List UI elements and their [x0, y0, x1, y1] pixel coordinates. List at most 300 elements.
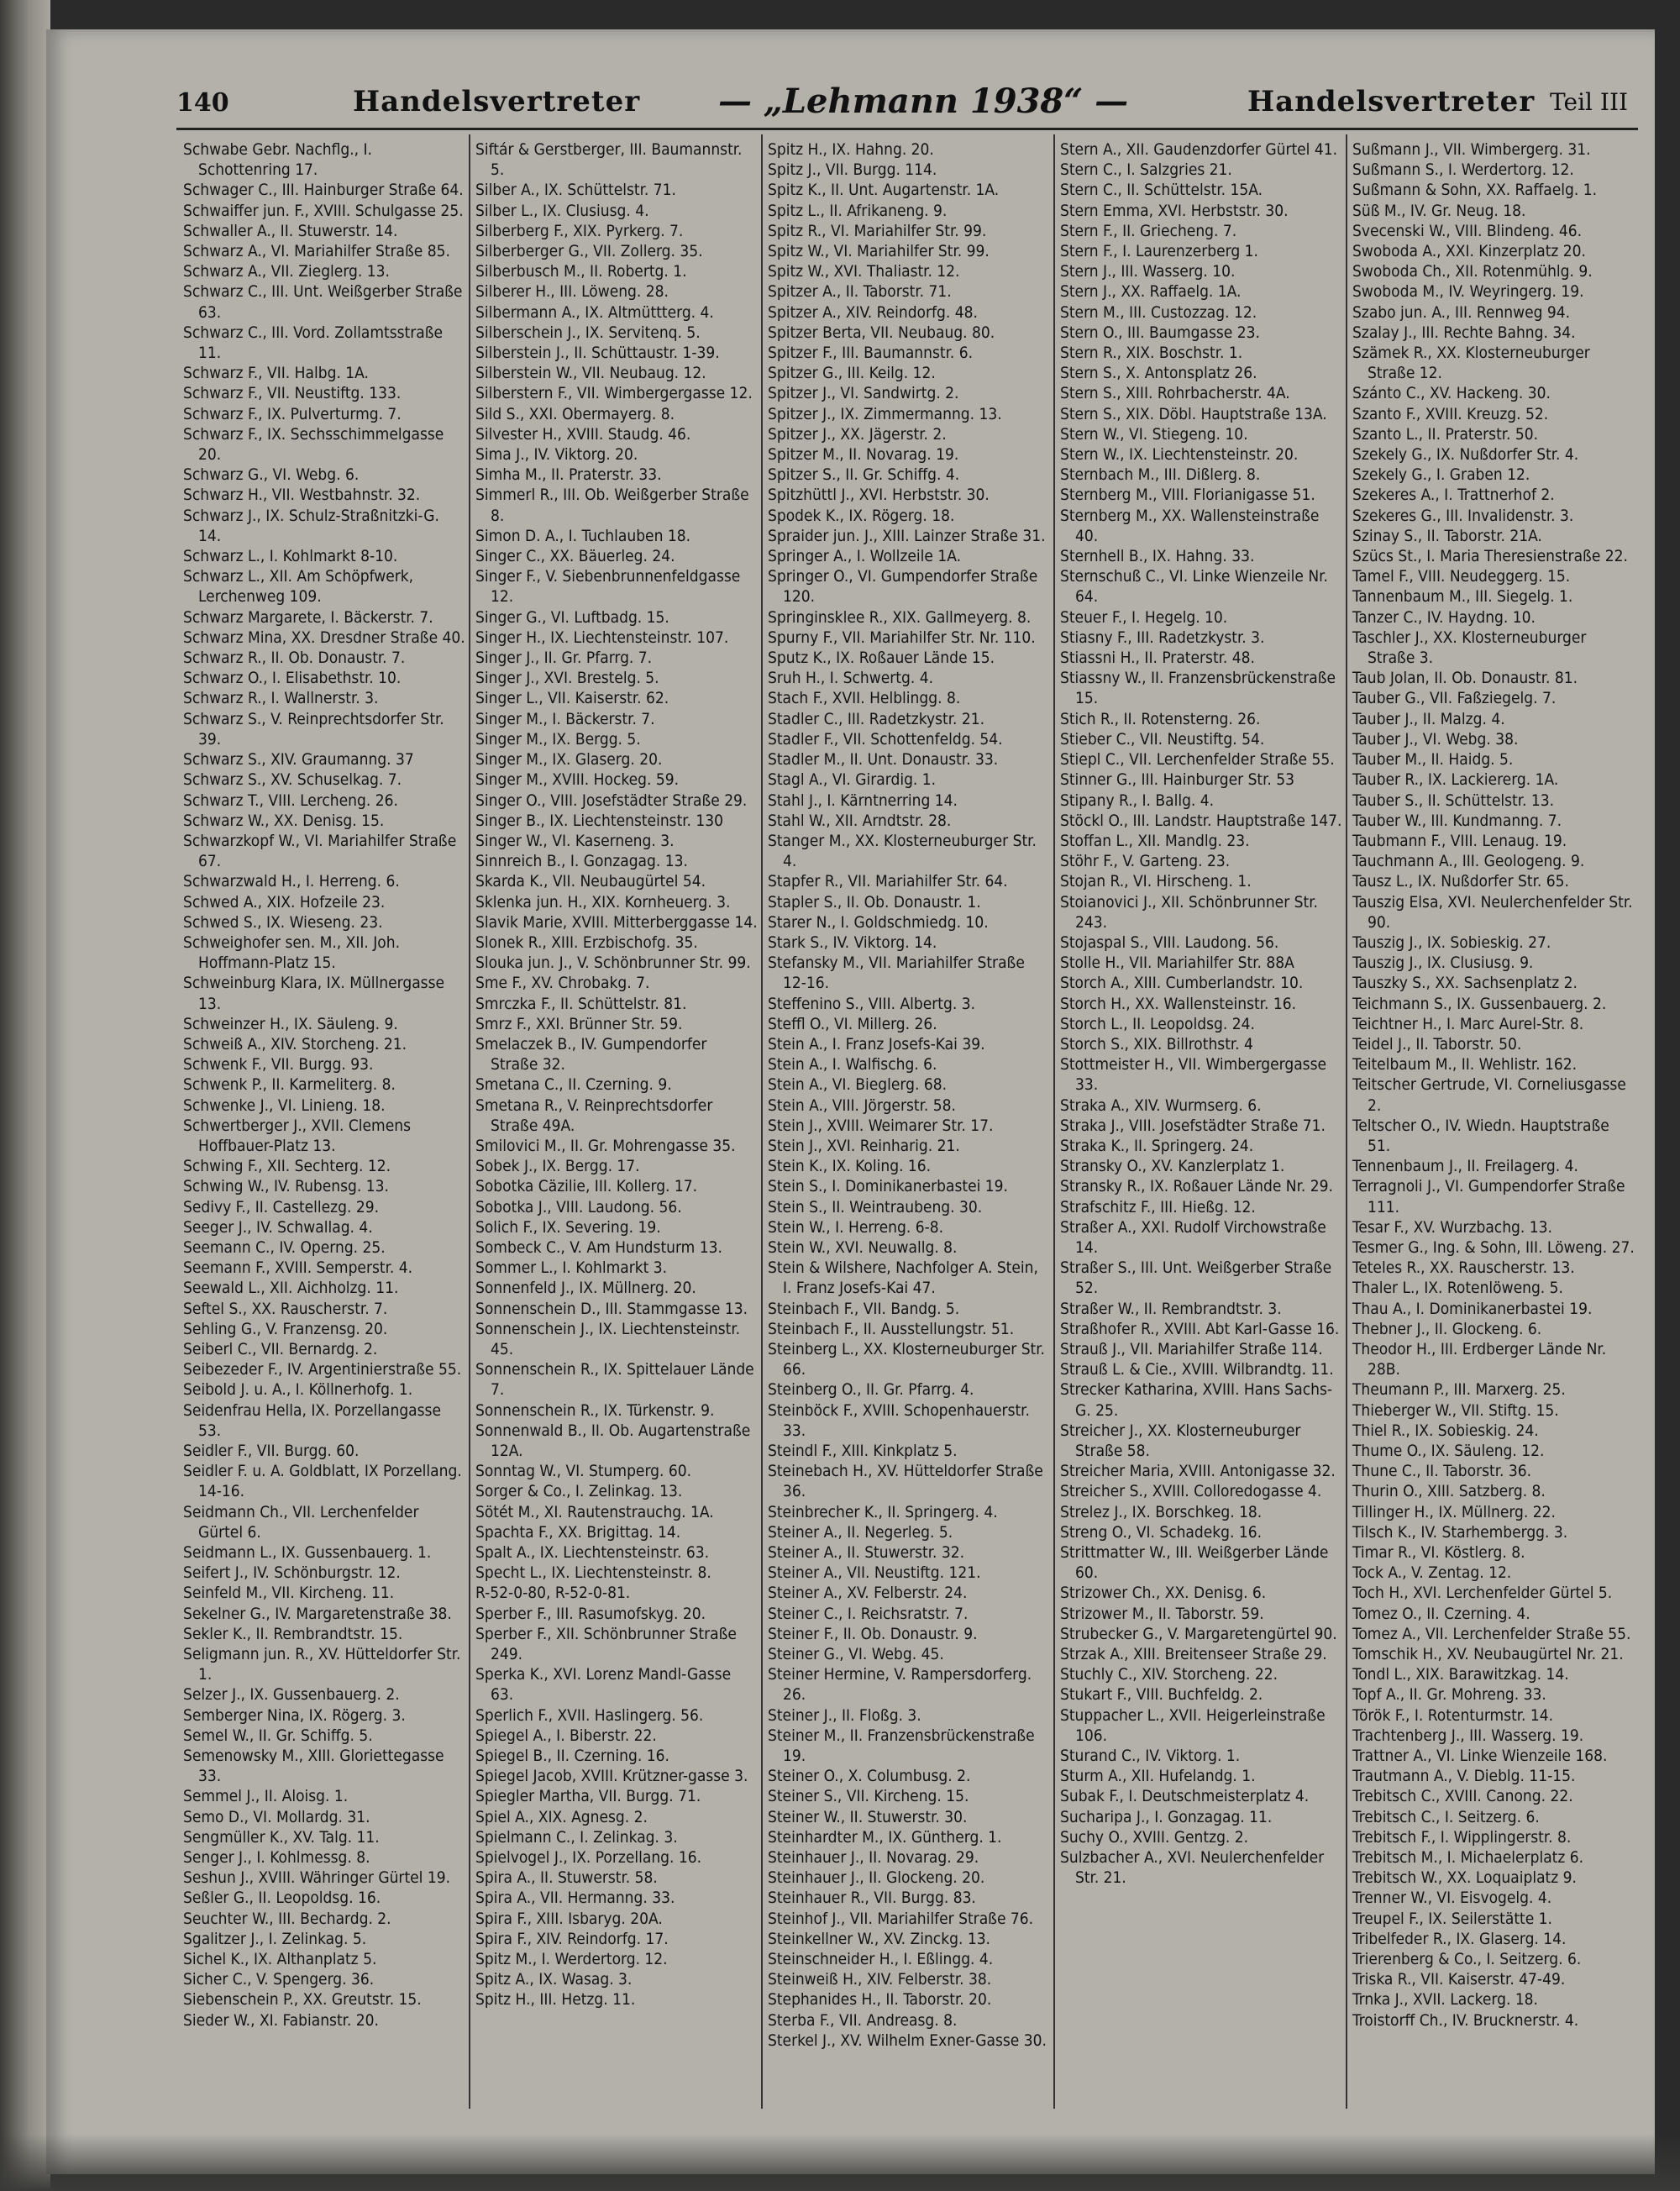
directory-entry: Theodor H., III. Erdberger Lände Nr. 28B.	[1352, 1339, 1607, 1379]
directory-entry: Steiner A., XV. Felberstr. 24.	[768, 1584, 968, 1603]
directory-entry: Steiner M., II. Franzensbrückenstraße 19.	[768, 1726, 1035, 1766]
directory-entry: Tribelfeder R., IX. Glaserg. 14.	[1352, 1929, 1567, 1948]
directory-entry: Singer H., IX. Liechtensteinstr. 107.	[475, 628, 729, 647]
directory-column-5	[1347, 134, 1640, 2109]
directory-entry: Steiner J., II. Floßg. 3.	[768, 1705, 921, 1725]
directory-entry: Steiner C., I. Reichsratstr. 7.	[768, 1604, 969, 1623]
directory-entry: Teichtner H., I. Marc Aurel-Str. 8.	[1352, 1014, 1584, 1033]
directory-entry: Sobek J., IX. Bergg. 17.	[475, 1157, 640, 1176]
directory-entry: Schweighofer sen. M., XII. Joh. Hoffmann-Platz 15.	[183, 933, 401, 973]
directory-entry: Spitz R., VI. Mariahilfer Str. 99.	[768, 221, 987, 240]
directory-entry: Streng O., VI. Schadekg. 16.	[1060, 1522, 1263, 1542]
directory-entry: Troistorff Ch., IV. Brucknerstr. 4.	[1352, 2010, 1579, 2030]
directory-entry: Sterkel J., XV. Wilhelm Exner-Gasse 30.	[768, 2031, 1047, 2050]
directory-entry: Tauchmann A., III. Geologeng. 9.	[1352, 852, 1585, 871]
directory-entry: Semberger Nina, IX. Rögerg. 3.	[183, 1705, 406, 1725]
directory-entry: Thau A., I. Dominikanerbastei 19.	[1352, 1299, 1593, 1318]
directory-entry: Singer O., VIII. Josefstädter Straße 29.	[475, 791, 748, 810]
directory-entry: Spiegel A., I. Biberstr. 22.	[475, 1726, 657, 1745]
directory-entry: Slonek R., XIII. Erzbischofg. 35.	[475, 933, 698, 952]
directory-entry: Szanto L., II. Praterstr. 50.	[1352, 424, 1539, 444]
directory-entry: Strittmatter W., III. Weißgerber Lände 60.	[1060, 1543, 1329, 1583]
directory-entry: Tock A., V. Zentag. 12.	[1352, 1563, 1512, 1583]
directory-entry: Singer B., IX. Liechtensteinstr. 130	[475, 811, 724, 830]
directory-entry: Sternberg M., XX. Wallensteinstraße 40.	[1060, 506, 1320, 545]
directory-entry: Seligmann jun. R., XV. Hütteldorfer Str. 1.	[183, 1645, 461, 1684]
directory-entry: Spitzer G., III. Keilg. 12.	[768, 364, 936, 383]
directory-entry: Spitz K., II. Unt. Augartenstr. 1A.	[768, 181, 1000, 200]
directory-entry: Spitz L., II. Afrikaneng. 9.	[768, 201, 948, 220]
directory-entry: Strauß J., VII. Mariahilfer Straße 114.	[1060, 1339, 1323, 1358]
directory-entry: Thurin O., XIII. Satzberg. 8.	[1352, 1482, 1546, 1501]
directory-entry: Stein K., IX. Koling. 16.	[768, 1157, 932, 1176]
directory-entry: Simha M., II. Praterstr. 33.	[475, 465, 662, 485]
directory-entry: Silberberg F., XIX. Pyrkerg. 7.	[475, 221, 684, 240]
directory-entry: Seinfeld M., VII. Kircheng. 11.	[183, 1584, 395, 1603]
directory-entry: Stern W., VI. Stiegeng. 10.	[1060, 424, 1248, 444]
directory-entry: Slouka jun. J., V. Schönbrunner Str. 99.	[475, 954, 751, 973]
directory-entry: Tauszig Elsa, XVI. Neulerchenfelder Str. 90.	[1352, 892, 1633, 932]
directory-entry: Singer M., IX. Glaserg. 20.	[475, 750, 663, 770]
directory-entry: Schwarz C., III. Unt. Weißgerber Straße 63.	[183, 282, 463, 322]
directory-entry: Stein W., I. Herreng. 6-8.	[768, 1217, 944, 1237]
directory-entry: Stern Emma, XVI. Herbststr. 30.	[1060, 201, 1289, 220]
directory-entry: Steiner Hermine, V. Rampersdorferg. 26.	[768, 1665, 1032, 1705]
directory-entry: Steinbach F., VII. Bandg. 5.	[768, 1299, 960, 1318]
directory-entry: Semel W., II. Gr. Schiffg. 5.	[183, 1726, 373, 1745]
directory-entry: Spielvogel J., IX. Porzellang. 16.	[475, 1848, 702, 1868]
directory-entry: Tauber M., II. Haidg. 5.	[1352, 750, 1514, 770]
directory-entry: Topf A., II. Gr. Mohreng. 33.	[1352, 1685, 1546, 1705]
directory-columns	[178, 134, 1640, 2109]
directory-entry: Stein W., XVI. Neuwallg. 8.	[768, 1237, 958, 1257]
directory-entry: Strizower Ch., XX. Denisg. 6.	[1060, 1584, 1267, 1603]
directory-entry: Sternschuß C., VI. Linke Wienzeile Nr. 64.	[1060, 567, 1328, 607]
directory-entry: Teltscher O., IV. Wiedn. Hauptstraße 51.	[1352, 1116, 1609, 1155]
directory-entry: Seidenfrau Hella, IX. Porzellangasse 53.	[183, 1400, 441, 1440]
directory-entry: Svecenski W., VIII. Blindeng. 46.	[1352, 221, 1583, 240]
directory-entry: Silberstein W., VII. Neubaug. 12.	[475, 364, 706, 383]
directory-entry: Stern S., XIII. Rohrbacherstr. 4A.	[1060, 384, 1290, 403]
directory-entry: Szabo jun. A., III. Rennweg 94.	[1352, 302, 1571, 322]
directory-entry: Steinberg L., XX. Klosterneuburger Str. 66.	[768, 1339, 1045, 1379]
directory-entry: Sme F., XV. Chrobakg. 7.	[475, 974, 650, 993]
directory-entry: Sperber F., XII. Schönbrunner Straße 249.	[475, 1624, 737, 1664]
directory-entry: Seidmann L., IX. Gussenbauerg. 1.	[183, 1543, 432, 1563]
directory-entry: Spitz M., I. Werdertorg. 12.	[475, 1950, 668, 1969]
directory-entry: Singer J., XVI. Brestelg. 5.	[475, 669, 659, 688]
directory-entry: Stiasny F., III. Radetzkystr. 3.	[1060, 628, 1265, 647]
directory-entry: Seibold J. u. A., I. Köllnerhofg. 1.	[183, 1380, 413, 1400]
directory-entry: Stein A., VIII. Jörgerstr. 58.	[768, 1096, 956, 1115]
directory-entry: Suchy O., XVIII. Gentzg. 2.	[1060, 1827, 1249, 1847]
directory-entry: Stern C., I. Salzgries 21.	[1060, 160, 1232, 180]
directory-entry: Steindl F., XIII. Kinkplatz 5.	[768, 1442, 958, 1460]
directory-entry: Süß M., IV. Gr. Neug. 18.	[1352, 201, 1526, 220]
directory-entry: Skarda K., VII. Neubaugürtel 54.	[475, 872, 706, 891]
directory-entry: Straßhofer R., XVIII. Abt Karl-Gasse 16.	[1060, 1319, 1340, 1338]
directory-entry: Sperber F., III. Rasumofskyg. 20.	[475, 1604, 706, 1623]
directory-entry: Trattner A., VI. Linke Wienzeile 168.	[1352, 1747, 1608, 1766]
directory-entry: Seßler G., II. Leopoldsg. 16.	[183, 1889, 381, 1908]
directory-entry: Stein S., I. Dominikanerbastei 19.	[768, 1177, 1008, 1196]
directory-entry: Steinbach F., II. Ausstellungstr. 51.	[768, 1319, 1015, 1338]
directory-entry: Straka J., VIII. Josefstädter Straße 71.	[1060, 1116, 1326, 1135]
directory-entry: Stöckl O., III. Landstr. Hauptstraße 147.	[1060, 811, 1342, 830]
directory-entry: Singer L., VII. Kaiserstr. 62.	[475, 689, 669, 708]
directory-entry: Simon D. A., I. Tuchlauben 18.	[475, 526, 691, 545]
directory-entry: Spitzer M., II. Novarag. 19.	[768, 445, 959, 465]
directory-entry: Sonnenschein J., IX. Liechtensteinstr. 45.	[475, 1319, 741, 1358]
directory-entry: Tilsch K., IV. Starhembergg. 3.	[1352, 1522, 1568, 1542]
directory-entry: Teidel J., II. Taborstr. 50.	[1352, 1034, 1522, 1053]
directory-entry: Stach F., XVII. Helblingg. 8.	[768, 689, 961, 708]
directory-entry: Sußmann J., VII. Wimbergerg. 31.	[1352, 140, 1591, 159]
directory-entry: Steinkellner W., XV. Zinckg. 13.	[768, 1929, 990, 1948]
directory-entry: Strzak A., XIII. Breitenseer Straße 29.	[1060, 1645, 1327, 1664]
directory-entry: Stein J., XVIII. Weimarer Str. 17.	[768, 1116, 994, 1135]
directory-entry: Sternberg M., VIII. Florianigasse 51.	[1060, 486, 1315, 505]
directory-entry: Semenowsky M., XIII. Gloriettegasse 33.	[183, 1747, 444, 1786]
directory-entry: Straka A., XIV. Wurmserg. 6.	[1060, 1096, 1262, 1115]
directory-entry: Sperlich F., XVII. Haslingerg. 56.	[475, 1705, 704, 1725]
directory-entry: Smrczka F., II. Schüttelstr. 81.	[475, 994, 687, 1013]
directory-entry: Steinbrecher K., II. Springerg. 4.	[768, 1502, 998, 1521]
directory-entry: Stottmeister H., VII. Wimbergergasse 33.	[1060, 1055, 1327, 1095]
directory-entry: Seftel S., XX. Rauscherstr. 7.	[183, 1299, 388, 1318]
directory-entry: Schweiß A., XIV. Storcheng. 21.	[183, 1034, 407, 1053]
directory-entry: Steiner A., VII. Neustiftg. 121.	[768, 1563, 981, 1583]
directory-entry: Tesar F., XV. Wurzbachg. 13.	[1352, 1217, 1552, 1237]
directory-column-1	[178, 134, 470, 2109]
directory-entry: Spitzer S., II. Gr. Schiffg. 4.	[768, 465, 960, 485]
directory-entry: Schweinzer H., IX. Säuleng. 9.	[183, 1014, 398, 1033]
directory-entry: Stiepl C., VII. Lerchenfelder Straße 55.	[1060, 750, 1335, 770]
directory-entry: Singer W., VI. Kaserneng. 3.	[475, 831, 675, 850]
directory-entry: Stipany R., I. Ballg. 4.	[1060, 791, 1215, 810]
directory-entry: Sgalitzer J., I. Zelinkag. 5.	[183, 1929, 367, 1948]
running-head-center: — „Lehmann 1938“ —	[718, 81, 1129, 121]
directory-entry: Springinsklee R., XIX. Gallmeyerg. 8.	[768, 607, 1032, 627]
directory-entry: Seuchter W., III. Bechardg. 2.	[183, 1909, 391, 1928]
directory-entry: Stukart F., VIII. Buchfeldg. 2.	[1060, 1685, 1263, 1705]
directory-entry: Steiner F., II. Ob. Donaustr. 9.	[768, 1624, 978, 1643]
directory-entry: Spiegler Martha, VII. Burgg. 71.	[475, 1787, 701, 1806]
directory-entry: Sima J., IV. Viktorg. 20.	[475, 445, 638, 465]
directory-entry: Sehling G., V. Franzensg. 20.	[183, 1319, 388, 1338]
directory-entry: Trebitsch C., XVIII. Canong. 22.	[1352, 1787, 1573, 1806]
directory-entry: Smilovici M., II. Gr. Mohrengasse 35.	[475, 1136, 736, 1155]
directory-entry: Stöhr F., V. Garteng. 23.	[1060, 852, 1231, 871]
directory-entry: Steinweiß H., XIV. Felberstr. 38.	[768, 1970, 992, 1989]
directory-entry: Spiegel Jacob, XVIII. Krützner-gasse 3.	[475, 1767, 748, 1786]
directory-entry: Spitzer F., III. Baumannstr. 6.	[768, 344, 974, 363]
directory-entry: Sekler K., II. Rembrandtstr. 15.	[183, 1624, 403, 1643]
directory-entry: Schwarz F., VII. Halbg. 1A.	[183, 364, 369, 383]
directory-entry: Sturm A., XII. Hufelandg. 1.	[1060, 1767, 1256, 1786]
directory-entry: Silber A., IX. Schüttelstr. 71.	[475, 181, 676, 200]
directory-entry: Schwarz A., VII. Zieglerg. 13.	[183, 262, 390, 281]
directory-entry: Stich R., II. Rotensterng. 26.	[1060, 709, 1261, 728]
directory-entry: Sternbach M., III. Dißlerg. 8.	[1060, 465, 1261, 485]
directory-entry: Steuer F., I. Hegelg. 10.	[1060, 607, 1228, 627]
directory-entry: Stern C., II. Schüttelstr. 15A.	[1060, 181, 1263, 200]
directory-entry: Spitz W., XVI. Thaliastr. 12.	[768, 262, 960, 281]
directory-entry: Semmel J., II. Aloisg. 1.	[183, 1787, 349, 1806]
directory-entry: Stein S., II. Weintraubeng. 30.	[768, 1197, 983, 1216]
page-header	[130, 80, 1642, 122]
directory-entry: Singer F., V. Siebenbrunnenfeldgasse 12.	[475, 567, 741, 607]
directory-entry: Singer C., XX. Bäuerleg. 24.	[475, 547, 675, 566]
directory-entry: Szämek R., XX. Klosterneuburger Straße 12.	[1352, 344, 1590, 383]
directory-entry: Stoffan L., XII. Mandlg. 23.	[1060, 831, 1250, 850]
directory-entry: Spitzer A., II. Taborstr. 71.	[768, 282, 952, 302]
directory-entry: Steiner A., II. Stuwerstr. 32.	[768, 1543, 965, 1563]
directory-entry: Tausz L., IX. Nußdorfer Str. 65.	[1352, 872, 1569, 891]
directory-entry: Silberstern F., VII. Wimbergergasse 12.	[475, 384, 753, 403]
directory-entry: Silvester H., XVIII. Staudg. 46.	[475, 424, 691, 444]
directory-entry: Springer O., VI. Gumpendorfer Straße 120.	[768, 567, 1038, 607]
directory-entry: Spitz J., VII. Burgg. 114.	[768, 160, 937, 180]
directory-entry: Sicher C., V. Spengerg. 36.	[183, 1970, 375, 1989]
directory-entry: Thaler L., IX. Rotenlöweng. 5.	[1352, 1279, 1563, 1298]
directory-entry: Stern F., I. Laurenzerberg 1.	[1060, 242, 1258, 261]
directory-entry: Steinberg O., II. Gr. Pfarrg. 4.	[768, 1380, 974, 1400]
directory-entry: Specht L., IX. Liechtensteinstr. 8.	[475, 1563, 711, 1583]
directory-entry: Steiner A., II. Negerleg. 5.	[768, 1522, 953, 1542]
directory-entry: Tauber J., II. Malzg. 4.	[1352, 709, 1505, 728]
directory-entry: Stinner G., III. Hainburger Str. 53	[1060, 770, 1294, 790]
directory-entry: Stern A., XII. Gaudenzdorfer Gürtel 41.	[1060, 140, 1338, 159]
directory-entry: Sußmann & Sohn, XX. Raffaelg. 1.	[1352, 181, 1598, 200]
directory-entry: Szekeres A., I. Trattnerhof 2.	[1352, 486, 1555, 505]
directory-entry: Stern S., X. Antonsplatz 26.	[1060, 364, 1257, 383]
directory-entry: Singer M., XVIII. Hockeg. 59.	[475, 770, 679, 790]
directory-entry: Sußmann S., I. Werdertorg. 12.	[1352, 160, 1574, 180]
directory-entry: Schwertberger J., XVII. Clemens Hoffbauer-Platz 13.	[183, 1116, 411, 1155]
directory-entry: Sommer L., I. Kohlmarkt 3.	[475, 1258, 668, 1278]
directory-entry: Singer M., I. Bäckerstr. 7.	[475, 709, 655, 728]
directory-entry: Stahl J., I. Kärntnerring 14.	[768, 791, 958, 810]
directory-entry: Sobotka Cäzilie, III. Kollerg. 17.	[475, 1177, 698, 1196]
directory-entry: Török F., I. Rotenturmstr. 14.	[1352, 1705, 1554, 1725]
directory-entry: Stojan R., VI. Hirscheng. 1.	[1060, 872, 1252, 891]
bottom-shadow	[0, 2134, 1680, 2191]
part-label: Teil III	[1550, 88, 1629, 116]
directory-entry: Stoianovici J., XII. Schönbrunner Str. 243.	[1060, 892, 1318, 932]
directory-entry: Trebitsch C., I. Seitzerg. 6.	[1352, 1807, 1540, 1826]
header-rule	[176, 128, 1638, 130]
directory-entry: Sonnenschein R., IX. Spittelauer Lände 7.	[475, 1360, 754, 1400]
directory-entry: Stojaspal S., VIII. Laudong. 56.	[1060, 933, 1279, 952]
directory-entry: Szücs St., I. Maria Theresienstraße 22.	[1352, 547, 1628, 566]
directory-entry: Spitzer Berta, VII. Neubaug. 80.	[768, 323, 995, 342]
directory-entry: Storch L., II. Leopoldsg. 24.	[1060, 1014, 1255, 1033]
directory-entry: Thieberger W., VII. Stiftg. 15.	[1352, 1400, 1559, 1420]
directory-entry: Seemann F., XVIII. Semperstr. 4.	[183, 1258, 413, 1278]
directory-entry: Teteles R., XX. Rauscherstr. 13.	[1352, 1258, 1575, 1278]
directory-entry: Storch S., XIX. Billrothstr. 4	[1060, 1034, 1253, 1053]
directory-entry: Sonnenschein D., III. Stammgasse 13.	[475, 1299, 748, 1318]
directory-entry: Stein J., XVI. Reinharig. 21.	[768, 1136, 960, 1155]
directory-entry: Selzer J., IX. Gussenbauerg. 2.	[183, 1685, 400, 1705]
directory-entry: Spachta F., XX. Brigittag. 14.	[475, 1522, 681, 1542]
directory-entry: Sinnreich B., I. Gonzagag. 13.	[475, 852, 688, 871]
directory-entry: Stapfer R., VII. Mariahilfer Str. 64.	[768, 872, 1008, 891]
directory-entry: Streicher J., XX. Klosterneuburger Straße 58.	[1060, 1421, 1301, 1460]
directory-entry: Starer N., I. Goldschmiedg. 10.	[768, 912, 989, 932]
directory-entry: Strauß L. & Cie., XVIII. Wilbrandtg. 11.	[1060, 1360, 1334, 1379]
directory-entry: Sötét M., XI. Rautenstrauchg. 1A.	[475, 1502, 714, 1521]
directory-entry: Stephanides H., II. Taborstr. 20.	[768, 1990, 992, 2010]
running-head-left: Handelsvertreter	[353, 85, 641, 118]
directory-entry: Tennenbaum J., II. Freilagerg. 4.	[1352, 1157, 1578, 1176]
directory-entry: Spitz A., IX. Wasag. 3.	[475, 1970, 633, 1989]
directory-entry: Schwarz A., VI. Mariahilfer Straße 85.	[183, 242, 450, 261]
directory-entry: Schwenk F., VII. Burgg. 93.	[183, 1055, 374, 1074]
directory-entry: Schwarz F., IX. Sechsschimmelgasse 20.	[183, 424, 444, 465]
directory-entry: Spodek K., IX. Rögerg. 18.	[768, 506, 955, 525]
directory-entry: Stern R., XIX. Boschstr. 1.	[1060, 344, 1243, 363]
directory-entry: Smelaczek B., IV. Gumpendorfer Straße 32.	[475, 1034, 707, 1074]
directory-entry: Siebenschein P., XX. Greutstr. 15.	[183, 1990, 422, 2010]
directory-entry: Stefansky M., VII. Mariahilfer Straße 12-16.	[768, 954, 1025, 993]
directory-entry: Straßer A., XXI. Rudolf Virchowstraße 14.	[1060, 1217, 1326, 1257]
directory-entry: Tomschik H., XV. Neubaugürtel Nr. 21.	[1352, 1645, 1624, 1664]
directory-entry: Schwing W., IV. Rubensg. 13.	[183, 1177, 389, 1196]
directory-entry: Steinhauer R., VII. Burgg. 83.	[768, 1889, 976, 1908]
directory-entry: Trenner W., VI. Eisvogelg. 4.	[1352, 1889, 1552, 1908]
directory-entry: Schwaller A., II. Stuwerstr. 14.	[183, 221, 398, 240]
directory-entry: Sklenka jun. H., XIX. Kornheuerg. 3.	[475, 892, 731, 912]
directory-entry: Szinay S., II. Taborstr. 21A.	[1352, 526, 1542, 545]
directory-entry: Seemann C., IV. Operng. 25.	[183, 1237, 386, 1257]
directory-entry: Teitelbaum M., II. Wehlistr. 162.	[1352, 1055, 1578, 1074]
directory-entry: Sulzbacher A., XVI. Neulerchenfelder Str. 21.	[1060, 1848, 1325, 1888]
directory-entry: Stein A., I. Walfischg. 6.	[768, 1055, 937, 1074]
directory-entry: Schwarz L., I. Kohlmarkt 8-10.	[183, 547, 398, 566]
directory-entry: Stark S., IV. Viktorg. 14.	[768, 933, 937, 952]
directory-entry: Schwenk P., II. Karmeliterg. 8.	[183, 1075, 396, 1095]
directory-entry: Schwarz C., III. Vord. Zollamtsstraße 11.	[183, 323, 444, 363]
page-number: 140	[176, 88, 229, 118]
directory-entry: Strizower M., II. Taborstr. 59.	[1060, 1604, 1264, 1623]
directory-entry: Stein A., I. Franz Josefs-Kai 39.	[768, 1034, 985, 1053]
directory-entry: Stadler C., III. Radetzkystr. 21.	[768, 709, 985, 728]
directory-entry: Stapler S., II. Ob. Donaustr. 1.	[768, 892, 981, 912]
directory-entry: Steffenino S., VIII. Albertg. 3.	[768, 994, 976, 1013]
directory-entry: Stahl W., XII. Arndtstr. 28.	[768, 811, 952, 830]
directory-entry: Schwarz H., VII. Westbahnstr. 32.	[183, 486, 421, 505]
directory-entry: Tillinger H., IX. Müllnerg. 22.	[1352, 1502, 1556, 1521]
directory-entry: Sieder W., XI. Fabianstr. 20.	[183, 2010, 379, 2030]
directory-entry: Stagl A., VI. Girardig. 1.	[768, 770, 937, 790]
directory-entry: Spitzer J., XX. Jägerstr. 2.	[768, 424, 947, 444]
directory-entry: Tomez O., II. Czerning. 4.	[1352, 1604, 1530, 1623]
directory-entry: Spira A., VII. Hermanng. 33.	[475, 1889, 675, 1908]
directory-entry: Solich F., IX. Severing. 19.	[475, 1217, 661, 1237]
directory-entry: Sengmüller K., XV. Talg. 11.	[183, 1827, 380, 1847]
directory-entry: Spalt A., IX. Liechtensteinstr. 63.	[475, 1543, 709, 1563]
directory-entry: Treupel F., IX. Seilerstätte 1.	[1352, 1909, 1552, 1928]
directory-entry: Smetana C., II. Czerning. 9.	[475, 1075, 672, 1095]
directory-entry: Schwarz O., I. Elisabethstr. 10.	[183, 669, 402, 688]
directory-entry: Toch H., XVI. Lerchenfelder Gürtel 5.	[1352, 1584, 1613, 1603]
directory-entry: Sorger & Co., I. Zelinkag. 13.	[475, 1482, 683, 1501]
directory-column-3	[763, 134, 1055, 2109]
directory-entry: Schwarz T., VIII. Lercheng. 26.	[183, 791, 398, 810]
directory-entry: Seewald L., XII. Aichholzg. 11.	[183, 1279, 399, 1298]
directory-entry: Strubecker G., V. Margaretengürtel 90.	[1060, 1624, 1337, 1643]
directory-entry: Stadler F., VII. Schottenfeldg. 54.	[768, 729, 1003, 749]
directory-entry: Steinböck F., XVIII. Schopenhauerstr. 33.	[768, 1400, 1030, 1440]
directory-entry: Singer M., IX. Bergg. 5.	[475, 729, 641, 749]
directory-entry: Triska R., VII. Kaiserstr. 47-49.	[1352, 1970, 1566, 1989]
directory-entry: Thune C., II. Taborstr. 36.	[1352, 1462, 1532, 1481]
directory-entry: Schwarz G., VI. Webg. 6.	[183, 465, 360, 485]
directory-entry: Subak F., I. Deutschmeisterplatz 4.	[1060, 1787, 1310, 1806]
directory-entry: Siftár & Gerstberger, III. Baumannstr. 5.	[475, 140, 743, 180]
directory-entry: Trnka J., XVII. Lackerg. 18.	[1352, 1990, 1538, 2010]
directory-entry: Strelez J., IX. Borschkeg. 18.	[1060, 1502, 1263, 1521]
directory-entry: Tamel F., VIII. Neudeggerg. 15.	[1352, 567, 1571, 586]
directory-entry: Schwarz R., I. Wallnerstr. 3.	[183, 689, 379, 708]
directory-entry: Schwed S., IX. Wieseng. 23.	[183, 912, 383, 932]
directory-entry: Spitzer A., XIV. Reindorfg. 48.	[768, 302, 978, 322]
directory-entry: Schwarz Mina, XX. Dresdner Straße 40.	[183, 628, 465, 647]
directory-entry: Schwarz S., V. Reinprechtsdorfer Str. 39.	[183, 709, 444, 749]
directory-entry: Thume O., IX. Säuleng. 12.	[1352, 1442, 1545, 1460]
directory-entry: R-52-0-80, R-52-0-81.	[475, 1584, 631, 1603]
directory-entry: Spurny F., VII. Mariahilfer Str. Nr. 110.	[768, 628, 1036, 647]
directory-entry: Spitzer J., VI. Sandwirtg. 2.	[768, 384, 959, 403]
directory-entry: Spiegel B., II. Czerning. 16.	[475, 1747, 669, 1766]
directory-column-2	[470, 134, 763, 2109]
directory-entry: Schwarz W., XX. Denisg. 15.	[183, 811, 385, 830]
directory-entry: Tomez A., VII. Lerchenfelder Straße 55.	[1352, 1624, 1631, 1643]
directory-entry: Szekeres G., III. Invalidenstr. 3.	[1352, 506, 1574, 525]
directory-entry: Stieber C., VII. Neustiftg. 54.	[1060, 729, 1265, 749]
directory-entry: Sonnenschein R., IX. Türkenstr. 9.	[475, 1400, 715, 1420]
directory-entry: Singer J., II. Gr. Pfarrg. 7.	[475, 649, 653, 668]
directory-entry: Schwarz Margarete, I. Bäckerstr. 7.	[183, 607, 433, 627]
directory-entry: Smetana R., V. Reinprechtsdorfer Straße 49A.	[475, 1096, 713, 1135]
directory-entry: Taubmann F., VIII. Lenaug. 19.	[1352, 831, 1567, 850]
directory-entry: Stiassny W., II. Franzensbrückenstraße 15.	[1060, 669, 1336, 708]
directory-entry: Spitz H., IX. Hahng. 20.	[768, 140, 934, 159]
directory-entry: Trebitsch W., XX. Loquaiplatz 9.	[1352, 1868, 1577, 1888]
directory-entry: Silberschein J., IX. Servitenq. 5.	[475, 323, 701, 342]
directory-entry: Schwing F., XII. Sechterg. 12.	[183, 1157, 391, 1176]
directory-entry: Tauber R., IX. Lackiererg. 1A.	[1352, 770, 1559, 790]
directory-entry: Sonntag W., VI. Stumperg. 60.	[475, 1462, 692, 1481]
directory-entry: Timar R., VI. Köstlerg. 8.	[1352, 1543, 1525, 1563]
directory-entry: Stern S., XIX. Döbl. Hauptstraße 13A.	[1060, 404, 1327, 423]
directory-entry: Streicher Maria, XVIII. Antonigasse 32.	[1060, 1462, 1336, 1481]
directory-entry: Straßer S., III. Unt. Weißgerber Straße 52.	[1060, 1258, 1332, 1298]
directory-entry: Spitzer J., IX. Zimmermanng. 13.	[768, 404, 1002, 423]
directory-entry: Szekely G., IX. Nußdorfer Str. 4.	[1352, 445, 1579, 465]
running-head-right: Handelsvertreter	[1247, 85, 1536, 118]
directory-entry: Sonnenfeld J., IX. Müllnerg. 20.	[475, 1279, 696, 1298]
directory-entry: Spira F., XIII. Isbaryg. 20A.	[475, 1909, 663, 1928]
directory-entry: Sruh H., I. Schwertg. 4.	[768, 669, 933, 688]
directory-entry: Trebitsch F., I. Wipplingerstr. 8.	[1352, 1827, 1572, 1847]
directory-entry: Szanto F., XVIII. Kreuzg. 52.	[1352, 404, 1549, 423]
directory-entry: Szalay J., III. Rechte Bahng. 34.	[1352, 323, 1576, 342]
directory-entry: Swoboda Ch., XII. Rotenmühlg. 9.	[1352, 262, 1593, 281]
directory-entry: Seeger J., IV. Schwallag. 4.	[183, 1217, 373, 1237]
